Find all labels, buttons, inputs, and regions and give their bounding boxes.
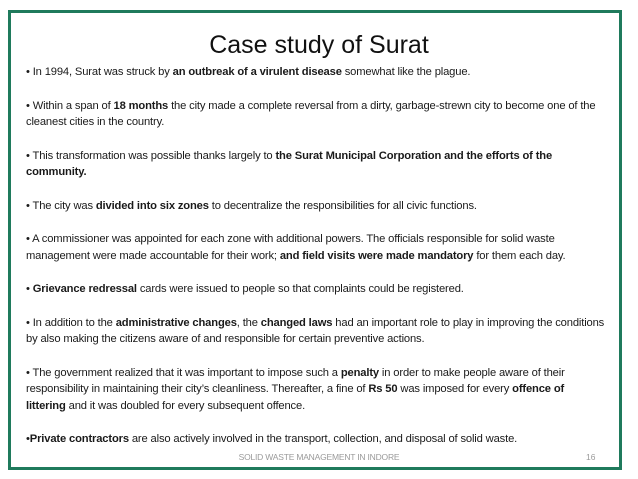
bullet-item bbox=[26, 231, 606, 264]
slide-title: Case study of Surat bbox=[209, 31, 429, 59]
bullet-text: • This transformation was possible thanks largely to bbox=[26, 149, 276, 162]
bullet-bold-text: 18 months bbox=[113, 99, 169, 112]
bullet-item bbox=[26, 148, 606, 181]
bullet-bold-text: and field visits were made mandatory bbox=[279, 249, 474, 262]
bullet-bold-text: the Surat Municipal Corporation and the efforts of the community. bbox=[26, 149, 553, 178]
page-number: 16 bbox=[586, 452, 596, 462]
bullet-text: are also actively involved in the transport, collection, and disposal of solid waste. bbox=[128, 433, 518, 445]
bullet-text: had an important role to play in improving the conditions by also making the citizens aware of and responsible for certain preventive actions. bbox=[26, 316, 605, 345]
bullet-bold-text: penalty bbox=[340, 366, 379, 379]
bullet-bold-text: offence of littering bbox=[26, 383, 565, 412]
slide-footer: SOLID WASTE MANAGEMENT IN INDORE bbox=[238, 452, 400, 462]
bullet-item bbox=[26, 365, 606, 415]
bullet-item bbox=[26, 98, 606, 131]
bullet-text: was imposed for every bbox=[397, 383, 513, 395]
bullet-item bbox=[26, 431, 606, 448]
bullet-bold-text: an outbreak of a virulent disease bbox=[172, 66, 342, 78]
bullet-item bbox=[26, 281, 606, 298]
bullet-bold-text: divided into six zones bbox=[95, 199, 209, 212]
bullet-bold-text: changed laws bbox=[260, 316, 333, 329]
bullet-text: somewhat like the plague. bbox=[341, 66, 471, 78]
bullet-bold-text: Private contractors bbox=[29, 433, 129, 445]
bullet-text: • The government realized that it was important to impose such a bbox=[26, 366, 341, 379]
bullet-text: • A commissioner was appointed for each zone with additional powers. The officials responsible for solid waste management were made accountable for their work; bbox=[26, 233, 555, 262]
bullet-text: • bbox=[26, 433, 30, 445]
bullet-text: • bbox=[26, 283, 33, 295]
bullet-text: the city made a complete reversal from a dirty, garbage-strewn city to become one of the cleanest cities in the country. bbox=[26, 99, 596, 128]
bullet-text: and it was doubled for every subsequent offence. bbox=[65, 399, 306, 412]
bullet-text: , the bbox=[236, 316, 261, 329]
bullet-text: to decentralize the responsibilities for all civic functions. bbox=[208, 199, 477, 212]
bullet-text: for them each day. bbox=[473, 249, 566, 262]
bullet-text: cards were issued to people so that complaints could be registered. bbox=[136, 283, 464, 295]
bullet-text: • The city was bbox=[26, 199, 96, 212]
bullet-text: in order to make people aware of their responsibility in maintaining their city’s cleanliness. Thereafter, a fine of bbox=[26, 366, 565, 395]
bullet-text: • In 1994, Surat was struck by bbox=[26, 66, 173, 78]
bullet-list bbox=[26, 64, 606, 465]
bullet-text: • In addition to the bbox=[26, 316, 116, 329]
bullet-item bbox=[26, 315, 606, 348]
bullet-bold-text: Grievance redressal bbox=[32, 283, 137, 295]
bullet-text: • Within a span of bbox=[26, 99, 114, 112]
bullet-item bbox=[26, 198, 606, 215]
bullet-item bbox=[26, 64, 606, 81]
bullet-bold-text: Rs 50 bbox=[368, 383, 398, 395]
bullet-bold-text: administrative changes bbox=[115, 316, 237, 329]
